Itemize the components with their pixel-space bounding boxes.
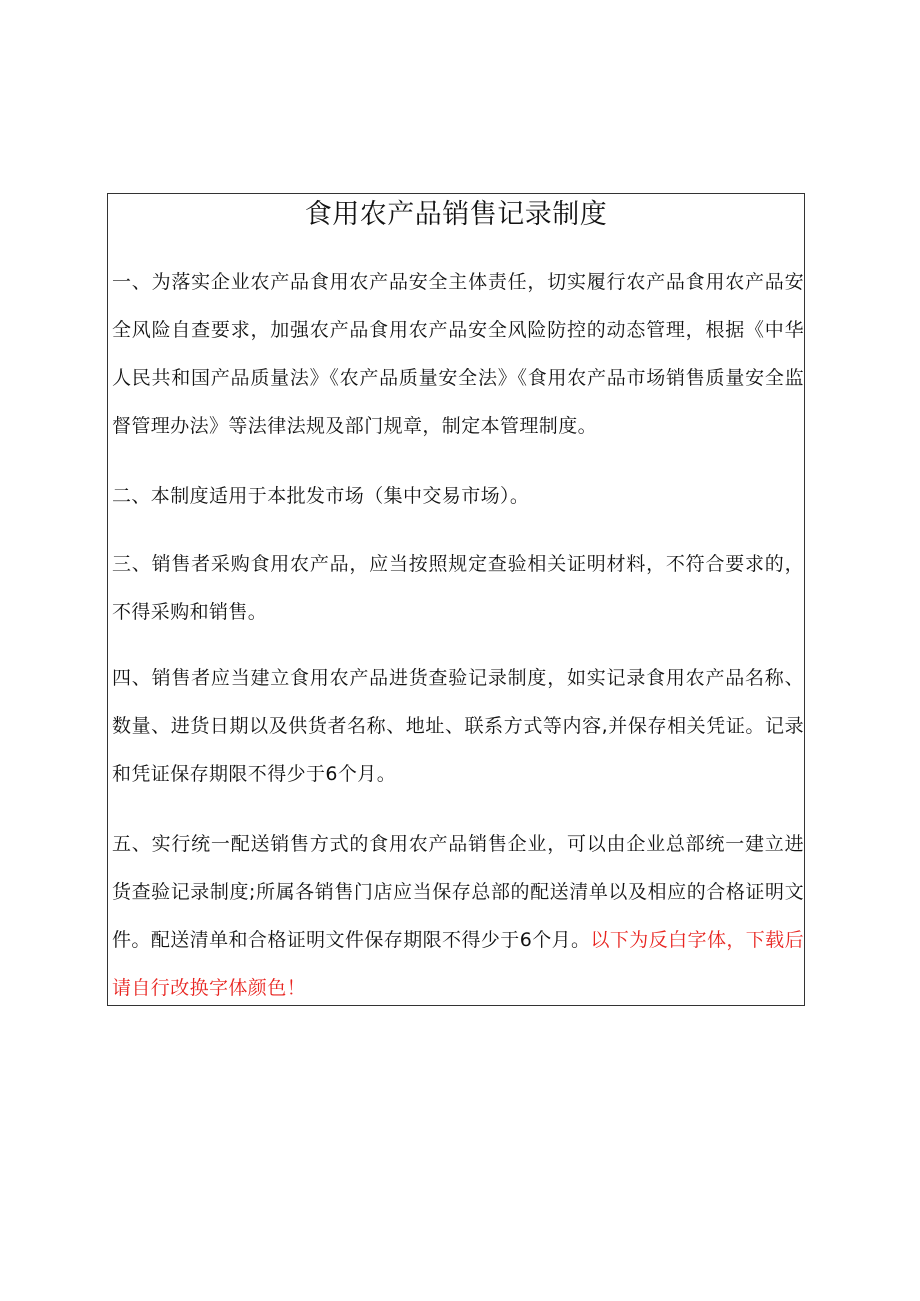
- paragraph-4: 四、销售者应当建立食用农产品进货查验记录制度，如实记录食用农产品名称、数量、进货日期以及供货者名称、地址、联系方式等内容,并保存相关凭证。记录和凭证保存期限不得少于6个月。: [112, 667, 804, 785]
- document-frame: [107, 193, 805, 1006]
- paragraph-5: [112, 820, 804, 1012]
- paragraph-5-text: 五、实行统一配送销售方式的食用农产品销售企业，可以由企业总部统一建立进货查验记录制度;所属各销售门店应当保存总部的配送清单以及相应的合格证明文件。配送清单和合格证明文件保存期限不得少于6个月。: [112, 833, 804, 951]
- paragraph-2: 二、本制度适用于本批发市场（集中交易市场）。: [112, 485, 530, 507]
- paragraph-3: 三、销售者采购食用农产品，应当按照规定查验相关证明材料，不符合要求的，不得采购和销售。: [112, 553, 804, 623]
- highlight-notice: 以下为反白字体，下载后请自行改换字体颜色！: [112, 929, 804, 999]
- document-title: 食用农产品销售记录制度: [304, 199, 608, 230]
- paragraph-1: 一、为落实企业农产品食用农产品安全主体责任，切实履行农产品食用农产品安全风险自查要求，加强农产品食用农产品安全风险防控的动态管理，根据《中华人民共和国产品质量法》《农产品质量安全法》《食用农产品市场销售质量安全监督管理办法》等法律法规及部门规章，制定本管理制度。: [112, 271, 804, 437]
